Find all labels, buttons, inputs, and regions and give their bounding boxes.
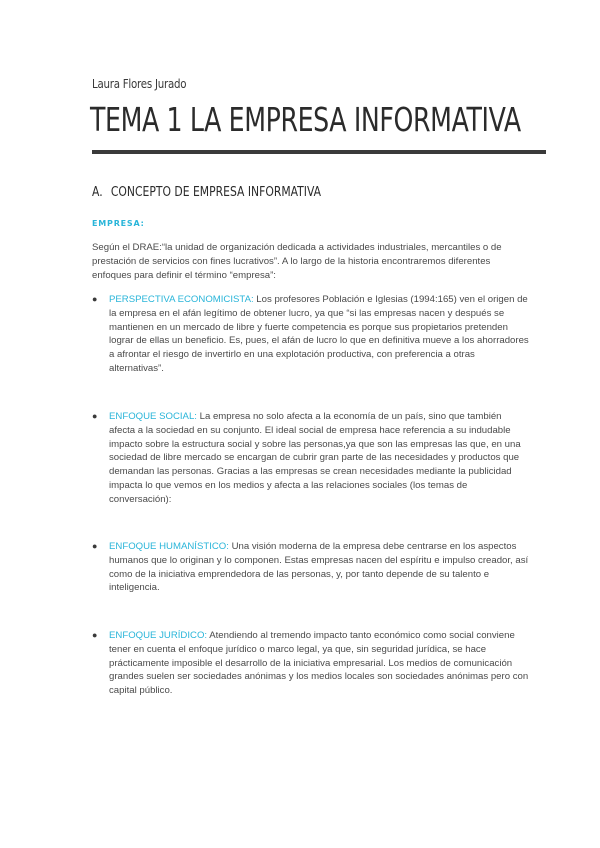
bullet-icon: ● [92,294,98,304]
list-item-text [109,540,529,595]
bullet-icon: ● [92,541,98,551]
list-item-term: ENFOQUE JURÍDICO: [109,630,208,641]
list-item-term: PERSPECTIVA ECONOMICISTA: [109,294,254,305]
list-item-term: ENFOQUE HUMANÍSTICO: [109,541,229,552]
bullet-icon: ● [92,411,98,421]
subsection-label: EMPRESA: [92,219,145,228]
list-item-body: La empresa no solo afecta a la economía de un país, sino que también afecta a la sociedad en su conjunto. El ideal social de empresa hace referencia a su indudable impacto sobre la estructura social y sobre las personas,ya que son las empresas las que, en una sociedad de libre mercado se encargan de cubrir gran parte de las necesidades y productos que demandan las personas. Gracias a las empresas se crean necesidades mediante la publicidad impacta lo que vemos en los medios y afecta a las relaciones sociales (los temas de conversación): [109,411,521,505]
intro-paragraph: Según el DRAE:“la unidad de organización dedicada a actividades industriales, mercantiles o de prestación de servicios con fines lucrativos”. A lo largo de la historia encontraremos diferentes enfoques para definir el término “empresa”: [92,242,502,281]
author-name: Laura Flores Jurado [92,76,187,91]
list-item-term: ENFOQUE SOCIAL: [109,411,197,422]
list-item-body: Los profesores Población e Iglesias (1994:165) ven el origen de la empresa en el afán legítimo de obtener lucro, ya que “si las empresas nacen y después se mantienen en un mercado de libre y fuerte competencia es porque sus propietarios pretenden lograr de ellas un beneficio. Es, pues, el afán de lucro lo que en definitiva mueve a los ahorradores a afrontar el riesgo de invertirlo en una explotación productiva, con preferencia a otras alternativas”. [109,294,529,374]
list-item-text [109,629,529,698]
list-item-body: Atendiendo al tremendo impacto tanto económico como social conviene tener en cuenta el enfoque jurídico o marco legal, ya que, sin seguridad jurídica, se hace prácticamente imposible el desarrollo de la iniciativa empresarial. Los medios de comunicación grandes suelen ser sociedades anónimas y los medios locales son sociedades anónimas pero con capital público. [109,630,529,697]
list-item-text [109,410,529,507]
section-marker: A. [92,184,103,200]
section-heading-text: CONCEPTO DE EMPRESA INFORMATIVA [110,184,322,200]
page-title: TEMA 1 LA EMPRESA INFORMATIVA [90,100,521,139]
list-item-body: Una visión moderna de la empresa debe centrarse en los aspectos humanos que lo originan y lo componen. Estas empresas nacen del espíritu e impulso creador, así como de la iniciativa emprendedora de las personas, y, por tanto depende de su talento e inteligencia. [109,541,529,594]
section-heading [92,184,321,200]
title-divider [92,150,546,154]
list-item-text [109,293,529,376]
bullet-icon: ● [92,630,98,640]
